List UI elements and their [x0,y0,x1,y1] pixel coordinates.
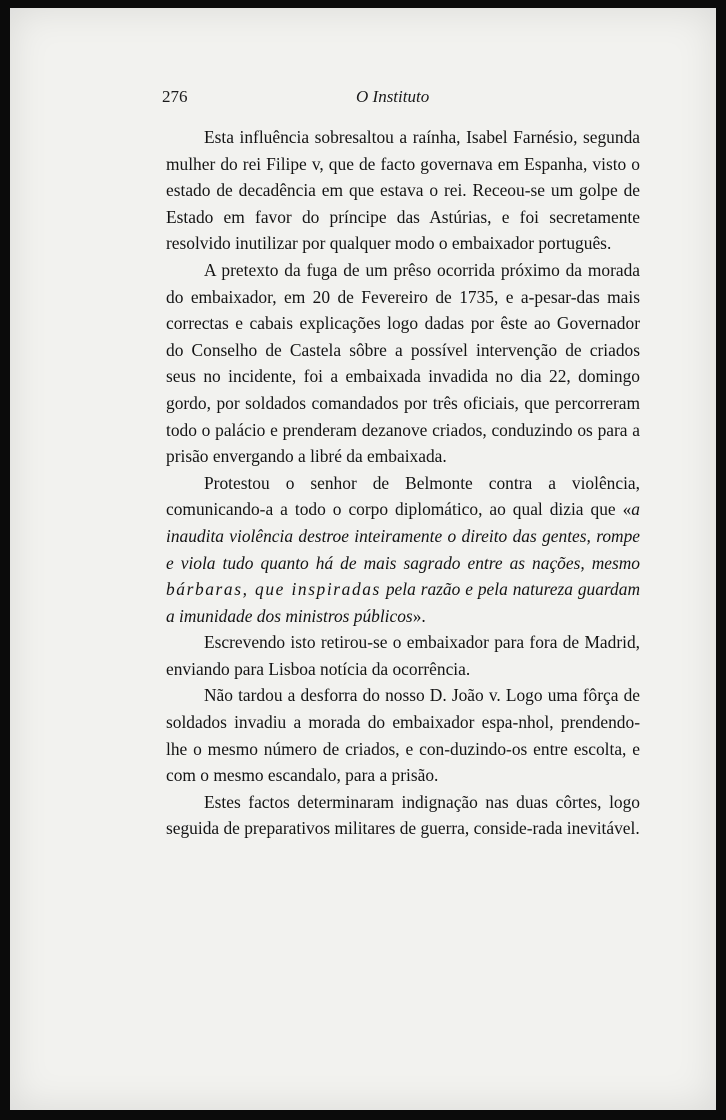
body-text [166,124,640,842]
quotation-part-1: a inaudita violência destroe inteiramente o direito das gentes, rompe e viola tudo quanto há de mais sagrado entre as nações, mesmo [166,499,640,573]
paragraph-3 [166,470,640,630]
paragraph-4: Escrevendo isto retirou-se o embaixador para fora de Madrid, enviando para Lisboa notícia da ocorrência. [166,632,640,679]
running-title: O Instituto [356,87,430,106]
paragraph-3-lead: Protestou o senhor de Belmonte contra a violência, comunicando-a a todo o corpo diplomático, ao qual dizia que « [166,472,640,520]
paragraph-5: Não tardou a desforra do nosso D. João v. Logo uma fôrça de soldados invadiu a morada do embaixador espa-nhol, prendendo-lhe o mesmo número de criados, e con-duzindo-os entre escolta, e com o mesmo escandalo, para a prisão. [166,685,640,786]
quotation-close: ». [412,605,426,626]
paragraph-6: Estes factos determinaram indignação nas duas côrtes, logo seguida de preparativos militares de guerra, conside-rada inevitável. [166,791,640,839]
paragraph-1: Esta influência sobresaltou a raínha, Isabel Farnésio, segunda mulher do rei Filipe v, que de facto governava em Espanha, visto o estado de decadência em que estava o rei. Receou-se um golpe de Estado em favor do príncipe das Astúrias, e foi secretamente resolvido inutilizar por qualquer modo o embaixador português. [166,127,640,254]
page-number: 276 [162,87,188,106]
quotation-spaced: bárbaras, que inspiradas [166,579,381,600]
quotation-part-2: pela razão e pela natureza guardam a imunidade dos ministros públicos [166,579,641,626]
running-header [162,87,476,109]
paragraph-2: A pretexto da fuga de um prêso ocorrida próximo da morada do embaixador, em 20 de Fevereiro de 1735, e a-pesar-das mais correctas e cabais explicações logo dadas por êste ao Governador do Conselho de Castela sôbre a possível intervenção de criados seus no incidente, foi a embaixada invadida no dia 22, domingo gordo, por soldados comandados por três oficiais, que percorreram todo o palácio e prenderam dezanove criados, conduzindo os para a prisão envergando a libré da embaixada. [166,259,640,467]
